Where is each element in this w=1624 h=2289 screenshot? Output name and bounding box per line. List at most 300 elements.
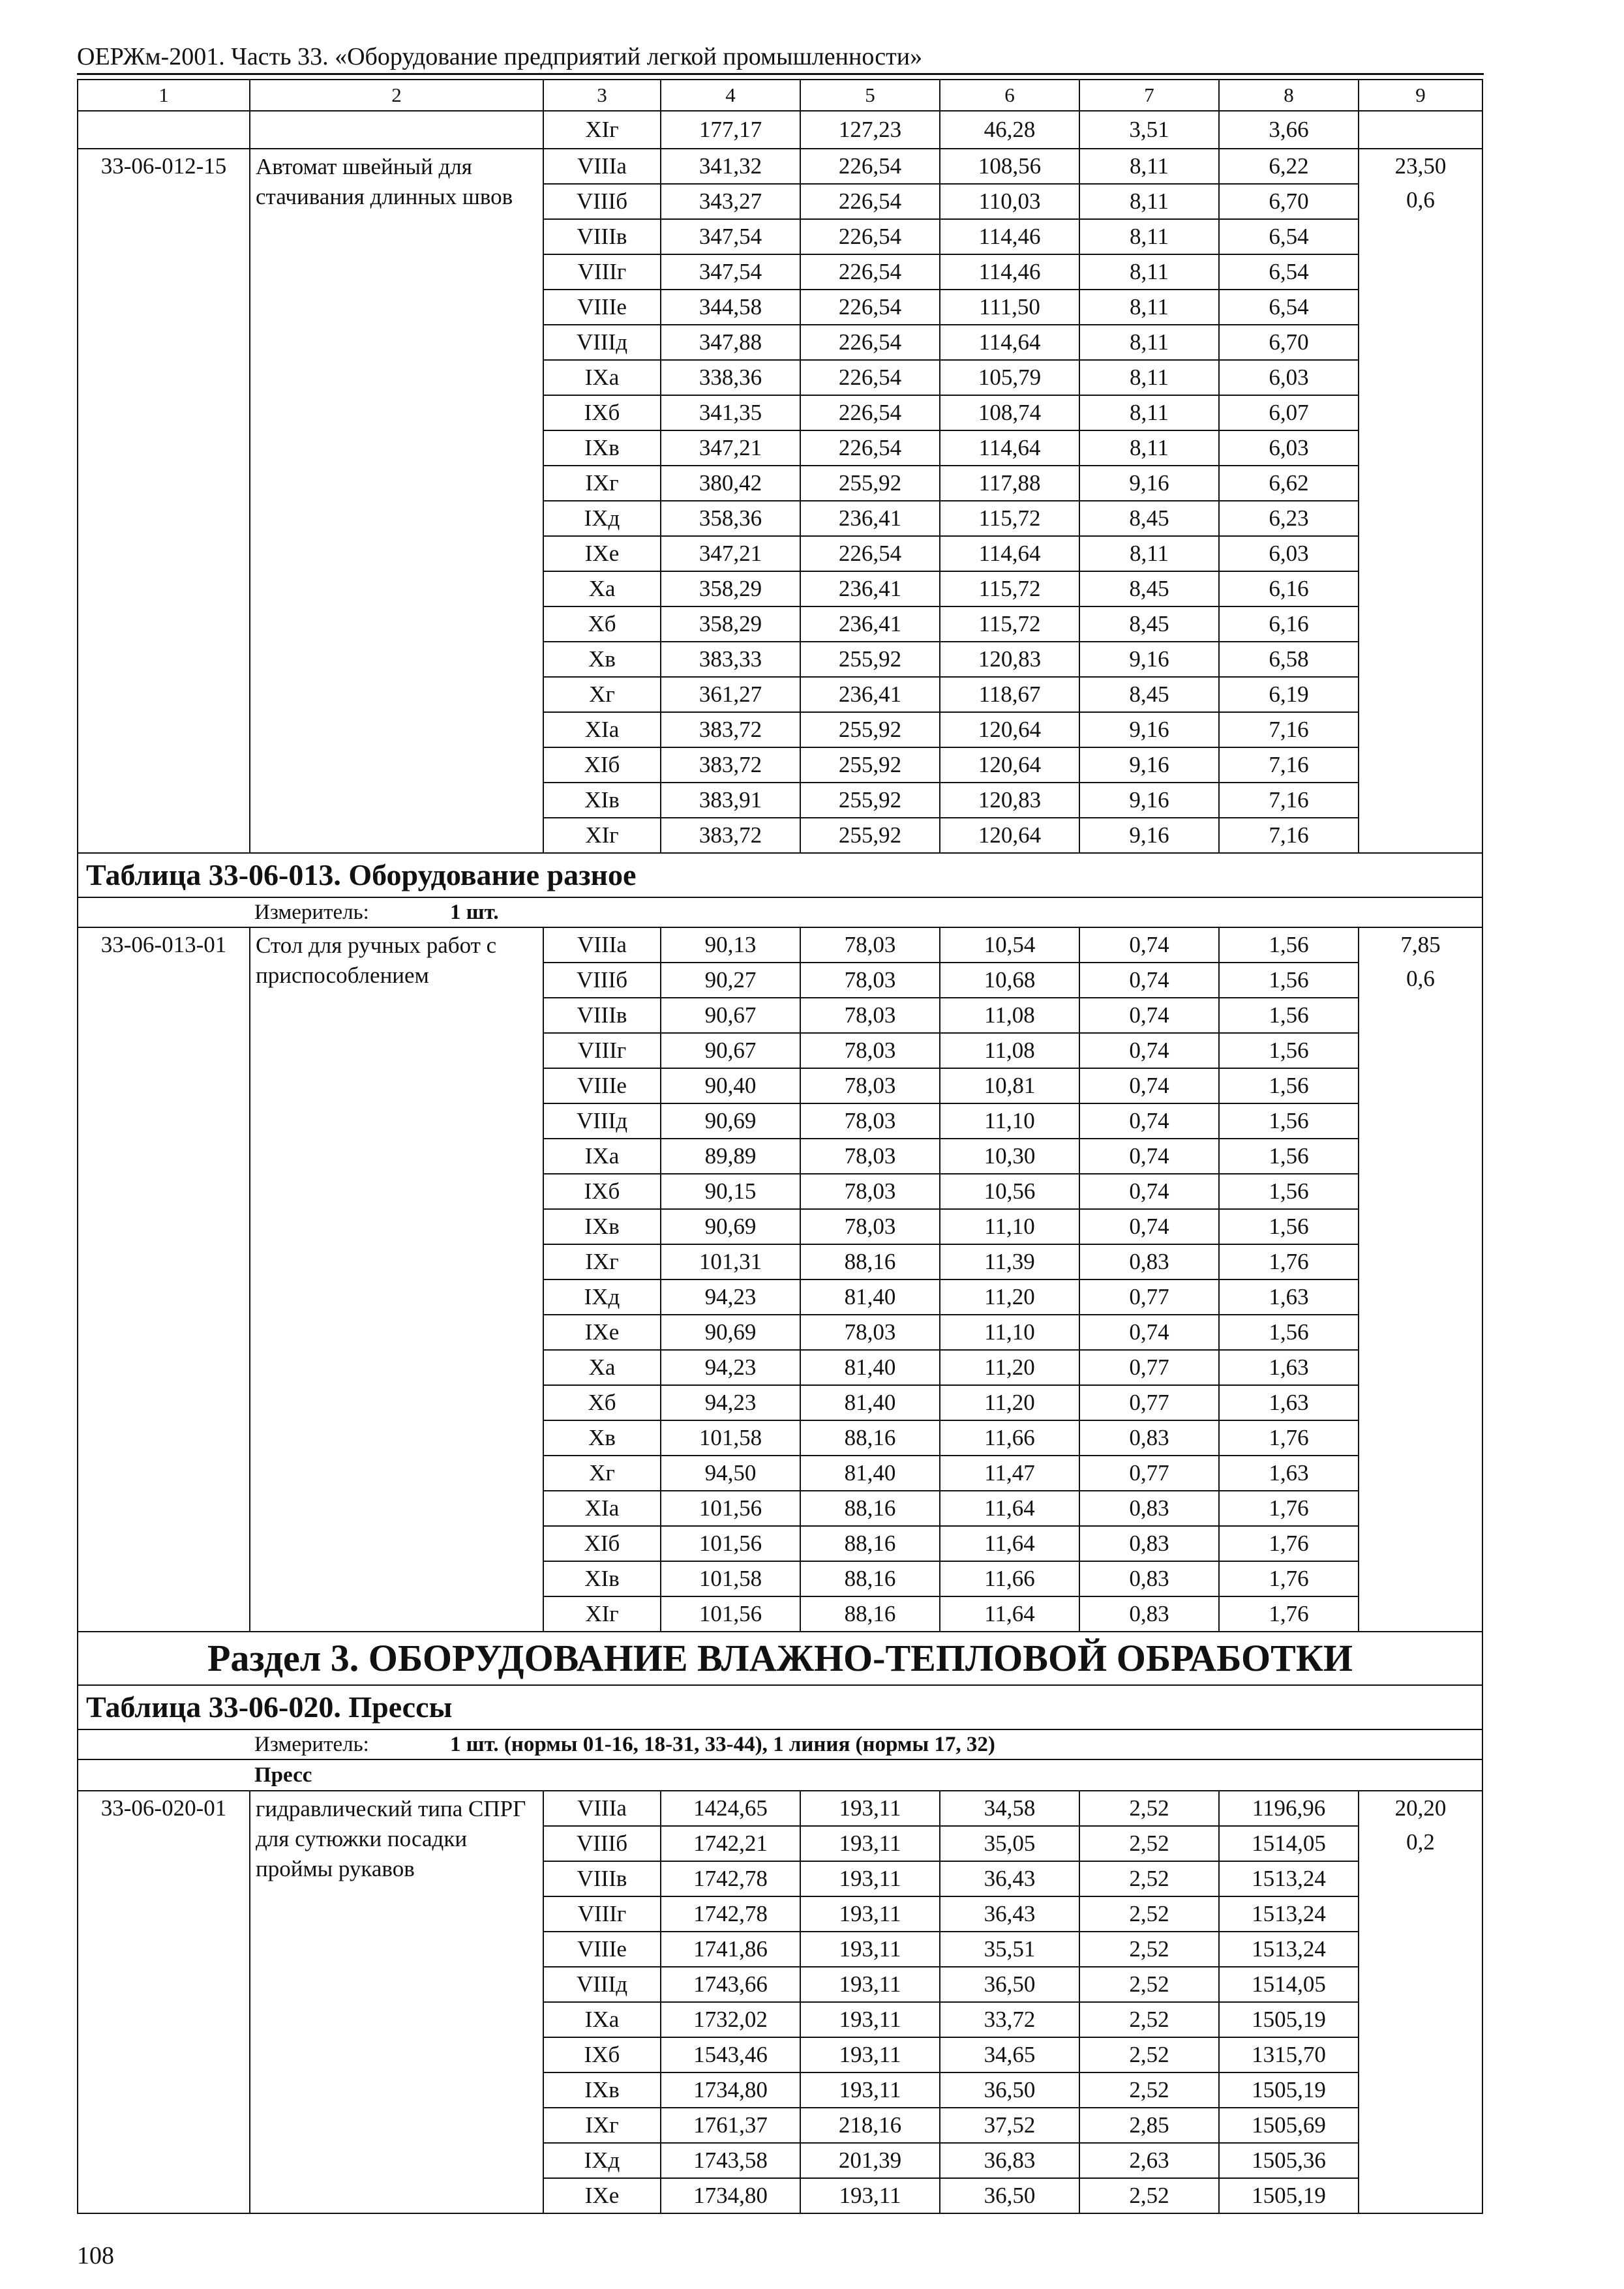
table-cell: 193,11	[800, 2072, 940, 2108]
measure-row	[78, 1729, 1482, 1759]
table-cell: Xг	[543, 1456, 661, 1491]
misc-value: 0,6	[1406, 966, 1435, 991]
table-cell: 115,72	[940, 606, 1079, 642]
table-cell: 2,52	[1079, 1967, 1219, 2002]
table-cell: 193,11	[800, 1861, 940, 1896]
table-cell: 347,54	[661, 219, 800, 254]
table-cell: 78,03	[800, 1033, 940, 1068]
table-cell: 10,54	[940, 927, 1079, 963]
measure-cell	[78, 897, 1482, 927]
table-cell: 361,27	[661, 677, 800, 712]
table-cell: 11,39	[940, 1244, 1079, 1279]
table-cell: 78,03	[800, 1139, 940, 1174]
table-cell: 90,27	[661, 963, 800, 998]
table-cell: 383,72	[661, 712, 800, 747]
rate-name: Стол для ручных работ с приспособлением	[250, 927, 543, 1632]
table-cell: 8,11	[1079, 254, 1219, 290]
table-cell: 1742,78	[661, 1861, 800, 1896]
table-cell: XIб	[543, 747, 661, 783]
table-cell: 0,77	[1079, 1350, 1219, 1385]
table-cell: 6,03	[1219, 536, 1359, 571]
table-cell: 120,64	[940, 818, 1079, 853]
table-cell: 34,58	[940, 1791, 1079, 1826]
table-cell: 94,23	[661, 1350, 800, 1385]
rate-name	[250, 111, 543, 149]
table-cell: XIг	[543, 111, 661, 149]
table-cell: IXв	[543, 2072, 661, 2108]
table-cell: 3,51	[1079, 111, 1219, 149]
table-cell: VIIIд	[543, 1103, 661, 1139]
table-cell: 11,66	[940, 1420, 1079, 1456]
table-cell: 1505,19	[1219, 2002, 1359, 2037]
table-cell: 94,23	[661, 1385, 800, 1420]
table-cell: 115,72	[940, 571, 1079, 606]
misc-cell	[1359, 111, 1482, 149]
table-cell: 35,51	[940, 1932, 1079, 1967]
table-cell: 127,23	[800, 111, 940, 149]
table-cell: 255,92	[800, 642, 940, 677]
table-cell: 1,76	[1219, 1526, 1359, 1561]
table-cell: 358,29	[661, 606, 800, 642]
table-cell: 2,52	[1079, 2002, 1219, 2037]
table-cell: 8,11	[1079, 149, 1219, 184]
table-cell: 1505,19	[1219, 2072, 1359, 2108]
table-cell: 193,11	[800, 1791, 940, 1826]
table-cell: 1,76	[1219, 1244, 1359, 1279]
table-cell: IXa	[543, 2002, 661, 2037]
table-cell: 6,22	[1219, 149, 1359, 184]
misc-value: 0,6	[1406, 187, 1435, 213]
table-cell: 114,64	[940, 536, 1079, 571]
table-cell: 226,54	[800, 149, 940, 184]
measure-value: 1 шт. (нормы 01-16, 18-31, 33-44), 1 линия (нормы 17, 32)	[450, 1733, 995, 1756]
section-row	[78, 1632, 1482, 1685]
table-cell: 0,83	[1079, 1596, 1219, 1632]
table-cell: 1,76	[1219, 1491, 1359, 1526]
table-cell: 114,46	[940, 219, 1079, 254]
table-cell: 120,64	[940, 712, 1079, 747]
table-cell: 78,03	[800, 963, 940, 998]
table-cell: 90,67	[661, 998, 800, 1033]
table-cell: 358,36	[661, 501, 800, 536]
table-cell: 0,74	[1079, 1174, 1219, 1209]
table-cell: IXд	[543, 1279, 661, 1315]
table-cell: 108,74	[940, 395, 1079, 430]
table-cell: 1741,86	[661, 1932, 800, 1967]
misc-cell	[1359, 1791, 1482, 2213]
page-header: ОЕРЖм-2001. Часть 33. «Оборудование предприятий легкой промышленности»	[77, 43, 923, 70]
table-cell: 3,66	[1219, 111, 1359, 149]
column-header: 8	[1219, 80, 1359, 111]
table-cell: IXe	[543, 1315, 661, 1350]
rate-code: 33-06-020-01	[78, 1791, 250, 2213]
table-cell: IXв	[543, 1209, 661, 1244]
table-cell: 8,11	[1079, 325, 1219, 360]
column-header: 4	[661, 80, 800, 111]
table-body	[78, 80, 1482, 2213]
table-cell: 2,52	[1079, 2178, 1219, 2213]
table-cell: 88,16	[800, 1526, 940, 1561]
table-cell: 1732,02	[661, 2002, 800, 2037]
group-row	[78, 1759, 1482, 1791]
table-cell: IXб	[543, 1174, 661, 1209]
table-cell: VIIIв	[543, 1861, 661, 1896]
table-cell: 226,54	[800, 536, 940, 571]
table-cell: 0,83	[1079, 1561, 1219, 1596]
column-header: 6	[940, 80, 1079, 111]
table-cell: 255,92	[800, 466, 940, 501]
table-cell: 2,52	[1079, 1826, 1219, 1861]
table-cell: VIIIг	[543, 254, 661, 290]
table-cell: 120,83	[940, 783, 1079, 818]
table-cell: 36,83	[940, 2143, 1079, 2178]
table-cell: IXд	[543, 501, 661, 536]
table-cell: VIIIб	[543, 184, 661, 219]
table-cell: 236,41	[800, 571, 940, 606]
table-cell: 78,03	[800, 1068, 940, 1103]
table-cell: 114,64	[940, 430, 1079, 466]
table-cell: 90,40	[661, 1068, 800, 1103]
table-title-row	[78, 1685, 1482, 1729]
table-row	[78, 149, 1482, 184]
table-cell: Xв	[543, 1420, 661, 1456]
table-cell: 46,28	[940, 111, 1079, 149]
table-cell: 383,33	[661, 642, 800, 677]
table-cell: IXв	[543, 430, 661, 466]
table-cell: 11,08	[940, 1033, 1079, 1068]
table-cell: 6,54	[1219, 290, 1359, 325]
table-cell: 347,54	[661, 254, 800, 290]
table-cell: 1,63	[1219, 1279, 1359, 1315]
table-cell: 9,16	[1079, 783, 1219, 818]
table-cell: 1761,37	[661, 2108, 800, 2143]
measure-value: 1 шт.	[450, 901, 499, 924]
table-cell: 1,56	[1219, 1209, 1359, 1244]
table-cell: 101,56	[661, 1596, 800, 1632]
column-header: 1	[78, 80, 250, 111]
table-cell: 6,23	[1219, 501, 1359, 536]
table-cell: 11,10	[940, 1209, 1079, 1244]
table-cell: 226,54	[800, 395, 940, 430]
table-cell: 11,20	[940, 1279, 1079, 1315]
table-cell: VIIIe	[543, 1068, 661, 1103]
table-cell: 11,47	[940, 1456, 1079, 1491]
table-cell: 6,03	[1219, 430, 1359, 466]
table-cell: 11,64	[940, 1596, 1079, 1632]
table-cell: 0,83	[1079, 1244, 1219, 1279]
table-cell: 78,03	[800, 998, 940, 1033]
table-cell: 9,16	[1079, 747, 1219, 783]
table-cell: 1514,05	[1219, 1967, 1359, 2002]
table-cell: 0,74	[1079, 1209, 1219, 1244]
table-cell: 1505,19	[1219, 2178, 1359, 2213]
table-cell: 0,74	[1079, 927, 1219, 963]
table-cell: 1,56	[1219, 998, 1359, 1033]
table-cell: 7,16	[1219, 712, 1359, 747]
table-cell: 11,20	[940, 1385, 1079, 1420]
table-cell: 383,72	[661, 747, 800, 783]
rate-code	[78, 111, 250, 149]
table-cell: 90,69	[661, 1103, 800, 1139]
table-cell: 81,40	[800, 1350, 940, 1385]
table-cell: 1,76	[1219, 1596, 1359, 1632]
table-cell: IXб	[543, 2037, 661, 2072]
page-number: 108	[77, 2242, 114, 2269]
table-cell: 6,19	[1219, 677, 1359, 712]
column-header: 5	[800, 80, 940, 111]
table-cell: IXa	[543, 1139, 661, 1174]
table-cell: 0,77	[1079, 1456, 1219, 1491]
table-cell: 11,20	[940, 1350, 1079, 1385]
table-cell: 90,15	[661, 1174, 800, 1209]
table-cell: IXa	[543, 360, 661, 395]
table-cell: 8,11	[1079, 360, 1219, 395]
table-cell: 1734,80	[661, 2178, 800, 2213]
table-cell: VIIIe	[543, 290, 661, 325]
column-header: 9	[1359, 80, 1482, 111]
table-cell: IXe	[543, 536, 661, 571]
table-cell: 0,74	[1079, 1139, 1219, 1174]
table-cell: 1,76	[1219, 1420, 1359, 1456]
table-cell: 2,52	[1079, 1791, 1219, 1826]
table-cell: VIIIв	[543, 219, 661, 254]
table-cell: 78,03	[800, 1103, 940, 1139]
table-cell: XIв	[543, 783, 661, 818]
table-cell: 1513,24	[1219, 1932, 1359, 1967]
table-cell: XIa	[543, 712, 661, 747]
table-cell: 94,23	[661, 1279, 800, 1315]
table-cell: 117,88	[940, 466, 1079, 501]
table-cell: XIв	[543, 1561, 661, 1596]
table-cell: 101,56	[661, 1491, 800, 1526]
table-cell: XIб	[543, 1526, 661, 1561]
column-header: 3	[543, 80, 661, 111]
table-cell: 347,21	[661, 430, 800, 466]
table-cell: Xa	[543, 571, 661, 606]
table-cell: 10,81	[940, 1068, 1079, 1103]
rate-name: гидравлический типа СПРГ для сутюжки посадки проймы рукавов	[250, 1791, 543, 2213]
table-cell: 120,83	[940, 642, 1079, 677]
table-cell: 2,63	[1079, 2143, 1219, 2178]
rates-table	[77, 79, 1483, 2214]
table-cell: 193,11	[800, 1826, 940, 1861]
table-cell: 193,11	[800, 1932, 940, 1967]
table-cell: 338,36	[661, 360, 800, 395]
table-cell: 1743,66	[661, 1967, 800, 2002]
table-cell: 255,92	[800, 747, 940, 783]
column-header-row	[78, 80, 1482, 111]
table-cell: VIIIв	[543, 998, 661, 1033]
measure-label: Измеритель:	[254, 901, 369, 924]
table-cell: 2,52	[1079, 2037, 1219, 2072]
table-cell: 2,52	[1079, 1896, 1219, 1932]
table-cell: 1,56	[1219, 1139, 1359, 1174]
table-cell: 36,50	[940, 2178, 1079, 2213]
table-cell: 36,50	[940, 2072, 1079, 2108]
table-cell: 9,16	[1079, 712, 1219, 747]
table-title: Таблица 33-06-020. Прессы	[78, 1685, 1482, 1729]
header-divider	[77, 73, 1484, 75]
table-cell: 90,69	[661, 1315, 800, 1350]
table-cell: 78,03	[800, 1315, 940, 1350]
table-cell: 1734,80	[661, 2072, 800, 2108]
table-cell: 1,56	[1219, 1103, 1359, 1139]
table-cell: VIIIa	[543, 1791, 661, 1826]
table-cell: VIIIд	[543, 1967, 661, 2002]
table-cell: 35,05	[940, 1826, 1079, 1861]
table-cell: 6,70	[1219, 325, 1359, 360]
table-cell: 110,03	[940, 184, 1079, 219]
table-cell: 36,43	[940, 1896, 1079, 1932]
table-cell: 0,83	[1079, 1526, 1219, 1561]
table-cell: 7,16	[1219, 747, 1359, 783]
table-cell: Xa	[543, 1350, 661, 1385]
table-cell: 1514,05	[1219, 1826, 1359, 1861]
table-cell: 255,92	[800, 783, 940, 818]
table-cell: 380,42	[661, 466, 800, 501]
table-cell: 105,79	[940, 360, 1079, 395]
table-cell: XIг	[543, 1596, 661, 1632]
table-cell: 114,64	[940, 325, 1079, 360]
table-cell: 0,74	[1079, 998, 1219, 1033]
table-cell: 0,74	[1079, 1033, 1219, 1068]
table-cell: 1196,96	[1219, 1791, 1359, 1826]
table-cell: VIIIд	[543, 325, 661, 360]
table-cell: 1,56	[1219, 963, 1359, 998]
table-cell: 7,16	[1219, 818, 1359, 853]
table-cell: 88,16	[800, 1491, 940, 1526]
table-cell: 343,27	[661, 184, 800, 219]
table-cell: Xб	[543, 1385, 661, 1420]
table-cell: 11,08	[940, 998, 1079, 1033]
table-cell: 81,40	[800, 1279, 940, 1315]
table-cell: VIIIб	[543, 1826, 661, 1861]
table-cell: 10,68	[940, 963, 1079, 998]
table-cell: IXг	[543, 2108, 661, 2143]
table-cell: 8,11	[1079, 184, 1219, 219]
table-cell: VIIIг	[543, 1033, 661, 1068]
table-cell: 10,56	[940, 1174, 1079, 1209]
table-cell: IXб	[543, 395, 661, 430]
table-cell: 34,65	[940, 2037, 1079, 2072]
table-cell: 236,41	[800, 606, 940, 642]
table-cell: 236,41	[800, 501, 940, 536]
table-cell: 8,45	[1079, 606, 1219, 642]
table-cell: 1505,69	[1219, 2108, 1359, 2143]
table-cell: 1513,24	[1219, 1861, 1359, 1896]
table-cell: 226,54	[800, 219, 940, 254]
table-cell: 1742,21	[661, 1826, 800, 1861]
table-cell: 6,54	[1219, 219, 1359, 254]
table-cell: 90,67	[661, 1033, 800, 1068]
table-cell: 10,30	[940, 1139, 1079, 1174]
table-cell: 81,40	[800, 1456, 940, 1491]
table-cell: 1,63	[1219, 1456, 1359, 1491]
table-cell: 383,91	[661, 783, 800, 818]
table-row	[78, 927, 1482, 963]
table-cell: IXг	[543, 1244, 661, 1279]
misc-value: 20,20	[1394, 1795, 1447, 1821]
table-cell: 1743,58	[661, 2143, 800, 2178]
table-cell: 226,54	[800, 254, 940, 290]
table-cell: 1,56	[1219, 1315, 1359, 1350]
table-cell: 11,10	[940, 1315, 1079, 1350]
table-cell: XIг	[543, 818, 661, 853]
table-cell: 2,52	[1079, 1861, 1219, 1896]
table-cell: 114,46	[940, 254, 1079, 290]
table-cell: 8,45	[1079, 501, 1219, 536]
table-cell: 8,45	[1079, 677, 1219, 712]
table-cell: 1,76	[1219, 1561, 1359, 1596]
column-header: 2	[250, 80, 543, 111]
table-cell: 78,03	[800, 927, 940, 963]
table-cell: 1505,36	[1219, 2143, 1359, 2178]
table-cell: 11,10	[940, 1103, 1079, 1139]
table-cell: 6,16	[1219, 571, 1359, 606]
table-cell: Xг	[543, 677, 661, 712]
table-cell: 120,64	[940, 747, 1079, 783]
table-cell: 1,63	[1219, 1385, 1359, 1420]
table-cell: 1,56	[1219, 1068, 1359, 1103]
table-cell: IXг	[543, 466, 661, 501]
table-cell: IXe	[543, 2178, 661, 2213]
table-row	[78, 1791, 1482, 1826]
table-cell: 358,29	[661, 571, 800, 606]
misc-value: 23,50	[1394, 153, 1447, 179]
table-cell: 0,77	[1079, 1385, 1219, 1420]
table-cell: 88,16	[800, 1596, 940, 1632]
table-cell: 8,45	[1079, 571, 1219, 606]
table-cell: 8,11	[1079, 219, 1219, 254]
table-cell: 9,16	[1079, 818, 1219, 853]
table-cell: 6,03	[1219, 360, 1359, 395]
table-cell: 88,16	[800, 1420, 940, 1456]
table-cell: 11,64	[940, 1526, 1079, 1561]
table-cell: 36,43	[940, 1861, 1079, 1896]
table-cell: 1315,70	[1219, 2037, 1359, 2072]
table-cell: 78,03	[800, 1174, 940, 1209]
table-cell: 2,52	[1079, 2072, 1219, 2108]
table-cell: 193,11	[800, 1967, 940, 2002]
table-cell: 78,03	[800, 1209, 940, 1244]
table-cell: 2,52	[1079, 1932, 1219, 1967]
table-cell: 8,11	[1079, 395, 1219, 430]
table-cell: 226,54	[800, 184, 940, 219]
table-cell: 88,16	[800, 1244, 940, 1279]
table-cell: 101,58	[661, 1420, 800, 1456]
table-cell: 341,35	[661, 395, 800, 430]
table-cell: 6,16	[1219, 606, 1359, 642]
table-cell: 1,56	[1219, 1174, 1359, 1209]
table-cell: 88,16	[800, 1561, 940, 1596]
table-cell: 226,54	[800, 430, 940, 466]
table-cell: 8,11	[1079, 536, 1219, 571]
table-cell: Xв	[543, 642, 661, 677]
table-cell: 344,58	[661, 290, 800, 325]
table-row	[78, 111, 1482, 149]
group-title: Пресс	[78, 1759, 1482, 1791]
table-cell: 0,74	[1079, 963, 1219, 998]
table-cell: 6,07	[1219, 395, 1359, 430]
table-title: Таблица 33-06-013. Оборудование разное	[78, 853, 1482, 897]
table-cell: VIIIг	[543, 1896, 661, 1932]
table-cell: 89,89	[661, 1139, 800, 1174]
table-cell: 236,41	[800, 677, 940, 712]
table-cell: 218,16	[800, 2108, 940, 2143]
table-cell: 118,67	[940, 677, 1079, 712]
table-cell: 101,31	[661, 1244, 800, 1279]
table-cell: 90,69	[661, 1209, 800, 1244]
